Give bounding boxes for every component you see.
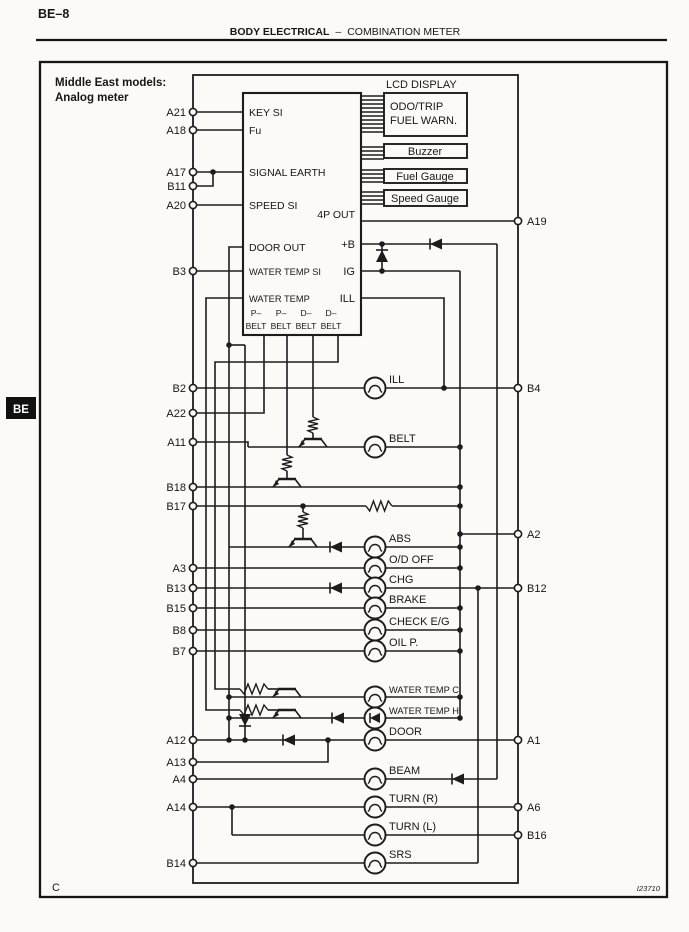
terminal-left-13: [166, 603, 196, 615]
terminal-label: A1: [527, 735, 541, 747]
lcd-box-0: [384, 93, 467, 136]
lamp-label: ILL: [389, 374, 405, 386]
terminal-label: A4: [172, 774, 186, 786]
lamp-label: TURN (L): [389, 821, 437, 833]
lcd-box-text: Speed Gauge: [391, 193, 459, 205]
terminal-label: A19: [527, 216, 547, 228]
block-pin-label: KEY SI: [249, 107, 283, 119]
terminal-label: A6: [527, 802, 541, 814]
section-tab-label: BE: [13, 404, 29, 416]
block-pin-label: WATER TEMP SI: [249, 267, 321, 277]
lamp-12: [365, 793, 438, 818]
block-pin-label: IG: [343, 266, 355, 278]
terminal-left-17: [166, 757, 196, 769]
terminal-left-9: [166, 482, 196, 494]
block-pin-label: P–: [275, 308, 287, 318]
lamp-label: CHECK E/G: [389, 616, 450, 628]
block-pin-label: BELT: [320, 321, 342, 331]
terminal-label: A22: [166, 408, 186, 420]
lamp-label: BRAKE: [389, 594, 427, 606]
lamp-label: BELT: [389, 433, 416, 445]
terminal-label: B14: [166, 858, 186, 870]
terminal-right-0: [514, 216, 546, 228]
lamp-7: [365, 637, 419, 662]
terminal-label: B4: [527, 383, 541, 395]
lamp-1: [365, 433, 416, 458]
lcd-box-2: [384, 169, 467, 183]
terminal-left-20: [166, 858, 196, 870]
lamp-label: O/D OFF: [389, 554, 434, 566]
terminal-left-10: [166, 501, 196, 513]
block-pin-label: SPEED SI: [249, 200, 298, 212]
terminal-label: B3: [172, 266, 186, 278]
corner-mark: C: [52, 882, 60, 894]
block-pin-label: DOOR OUT: [249, 242, 306, 254]
terminal-label: A18: [166, 125, 186, 137]
lamp-label: DOOR: [389, 726, 422, 738]
lcd-box-text: Fuel Gauge: [396, 171, 454, 183]
terminal-label: B18: [166, 482, 186, 494]
terminal-label: B12: [527, 583, 547, 595]
page-number: BE–8: [38, 7, 70, 21]
terminal-right-6: [514, 830, 546, 842]
terminal-left-7: [166, 408, 196, 420]
lcd-display-label: LCD DISPLAY: [386, 79, 457, 91]
terminal-label: A17: [166, 167, 186, 179]
lamp-10: [365, 726, 423, 751]
terminal-label: B17: [166, 501, 186, 513]
lamp-label: ABS: [389, 533, 412, 545]
lcd-box-text: FUEL WARN.: [390, 115, 458, 127]
terminal-label: B13: [166, 583, 186, 595]
terminal-label: B11: [167, 181, 186, 193]
terminal-label: B8: [172, 625, 186, 637]
terminal-label: B7: [172, 646, 186, 658]
lcd-boxes: [384, 93, 467, 206]
block-pin-label: Fu: [249, 125, 262, 137]
lamp-14: [365, 849, 412, 874]
lamp-label: CHG: [389, 574, 414, 586]
block-pin-label: SIGNAL EARTH: [249, 167, 326, 179]
lamp-11: [365, 765, 421, 790]
lcd-box-text: Buzzer: [407, 146, 443, 158]
terminal-label: A14: [166, 802, 186, 814]
block-pin-label: ILL: [339, 293, 355, 305]
note-line2: Analog meter: [55, 92, 129, 104]
terminal-label: B2: [172, 383, 186, 395]
note-line1: Middle East models:: [55, 77, 167, 89]
lamp-label: SRS: [389, 849, 412, 861]
terminal-left-16: [166, 735, 196, 747]
block-pin-label: 4P OUT: [317, 209, 355, 221]
page-title: BODY ELECTRICAL – COMBINATION METER: [229, 26, 461, 38]
terminal-left-12: [166, 583, 196, 595]
block-pin-label: WATER TEMP: [249, 294, 310, 304]
block-pin-label: BELT: [270, 321, 292, 331]
terminal-label: A12: [166, 735, 186, 747]
block-pin-label: P–: [250, 308, 262, 318]
terminal-label: B16: [527, 830, 547, 842]
terminal-left-19: [166, 802, 196, 814]
block-pin-label: D–: [300, 308, 312, 318]
lcd-box-text: ODO/TRIP: [390, 101, 444, 113]
terminal-left-0: [166, 107, 196, 119]
terminal-right-3: [514, 583, 546, 595]
lamp-label: WATER TEMP H: [389, 706, 459, 716]
block-pin-label: BELT: [245, 321, 267, 331]
terminal-left-4: [166, 200, 196, 212]
lamps: [365, 374, 460, 874]
lamp-label: OIL P.: [389, 637, 419, 649]
lamp-5: [365, 594, 427, 619]
block-pin-label: D–: [325, 308, 337, 318]
terminal-label: A3: [172, 563, 186, 575]
terminal-label: A20: [166, 200, 186, 212]
terminal-left-1: [166, 125, 196, 137]
terminal-label: A21: [166, 107, 186, 119]
lamp-0: [365, 374, 405, 399]
lamp-label: BEAM: [389, 765, 421, 777]
block-pin-label: +B: [341, 239, 355, 251]
terminal-label: A11: [167, 437, 186, 449]
terminal-label: A2: [527, 529, 541, 541]
terminal-label: A13: [166, 757, 186, 769]
lcd-box-3: [384, 190, 467, 206]
figure-code: I23710: [636, 884, 660, 893]
lamp-13: [365, 821, 437, 846]
lamp-label: WATER TEMP C: [389, 685, 459, 695]
lcd-box-1: [384, 144, 467, 158]
block-pin-label: BELT: [295, 321, 317, 331]
terminal-left-2: [166, 167, 196, 179]
terminal-label: B15: [166, 603, 186, 615]
lamp-label: TURN (R): [389, 793, 438, 805]
